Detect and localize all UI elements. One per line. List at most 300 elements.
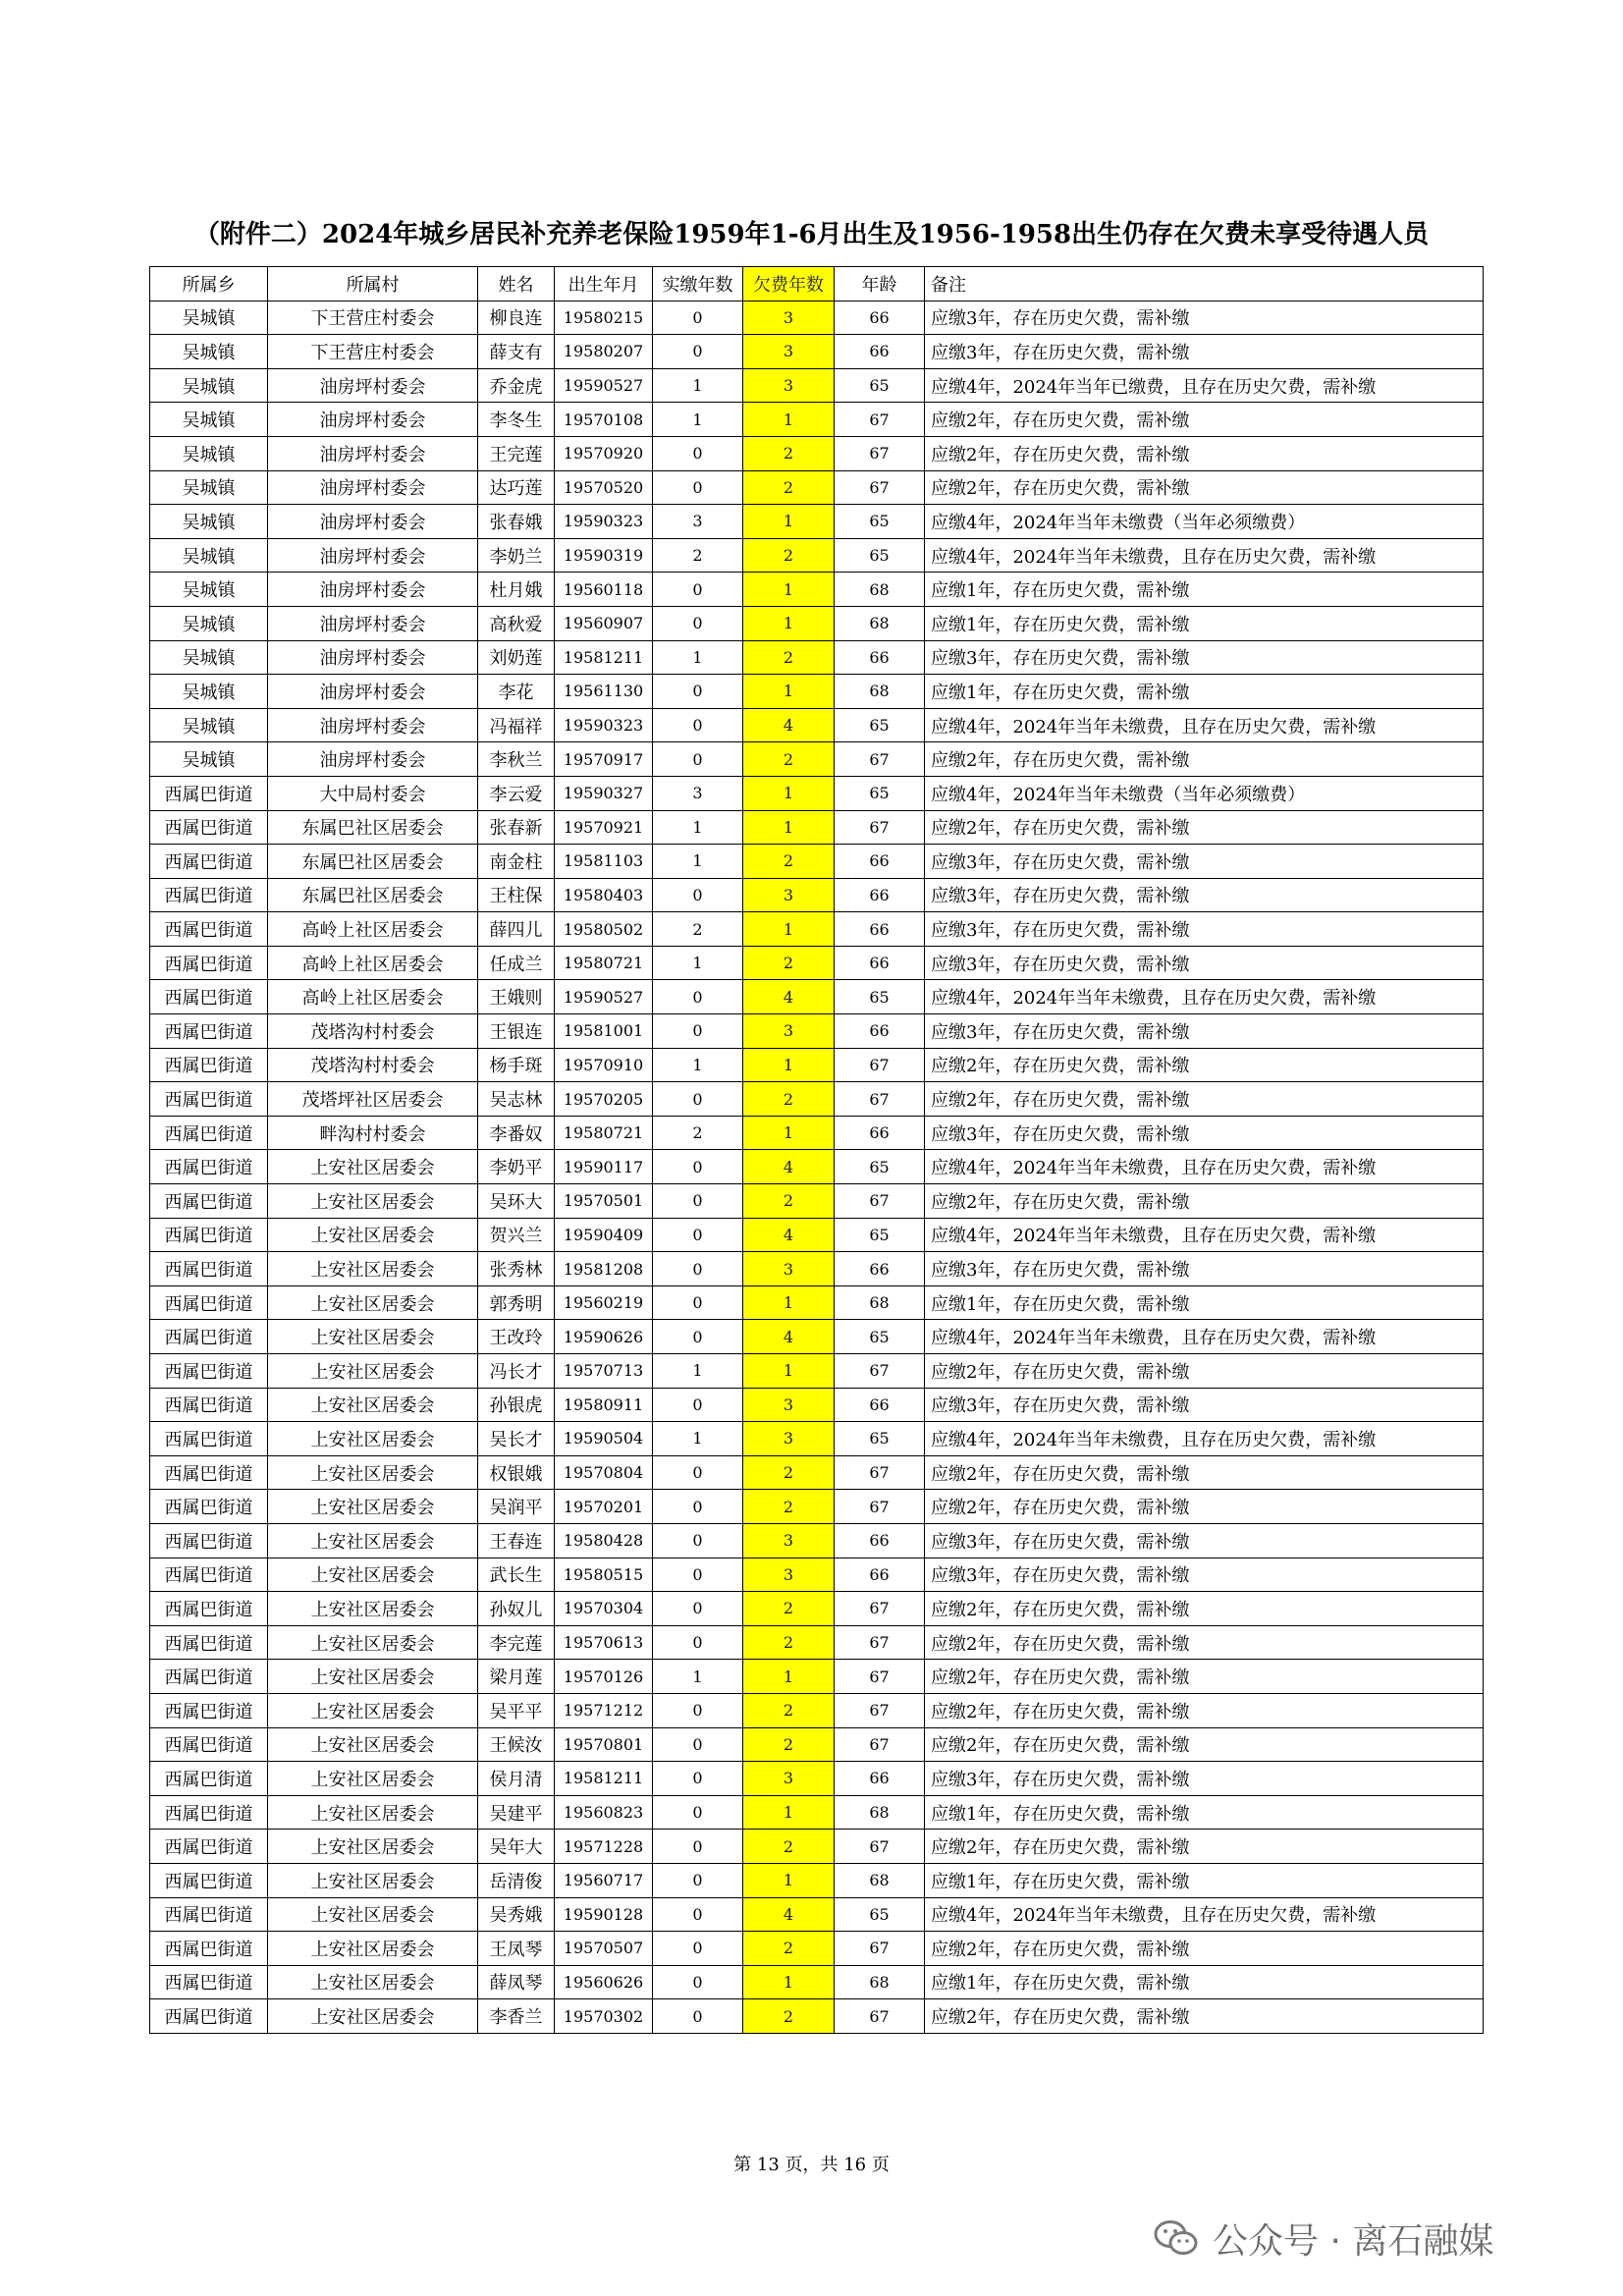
age-cell: 68 (835, 1795, 925, 1830)
name-cell: 李奶兰 (478, 538, 555, 573)
township-cell: 西属巴街道 (150, 1150, 268, 1184)
owed-years-cell: 2 (743, 470, 835, 505)
remarks-cell: 应缴4年，2024年当年未缴费，且存在历史欠费，需补缴 (925, 1422, 1484, 1456)
age-cell: 65 (835, 1422, 925, 1456)
remarks-cell: 应缴1年，存在历史欠费，需补缴 (925, 1285, 1484, 1320)
township-cell: 西属巴街道 (150, 1354, 268, 1389)
name-cell: 王完莲 (478, 436, 555, 470)
name-cell: 李花 (478, 675, 555, 709)
name-cell: 岳清俊 (478, 1863, 555, 1897)
village-cell: 上安社区居委会 (268, 1150, 478, 1184)
birth-date-cell: 19580721 (555, 946, 653, 980)
table-row (150, 946, 1484, 980)
paid-years-cell: 0 (653, 878, 743, 912)
birth-date-cell: 19571212 (555, 1693, 653, 1727)
remarks-cell: 应缴2年，存在历史欠费，需补缴 (925, 810, 1484, 845)
owed-years-cell: 4 (743, 980, 835, 1014)
village-cell: 上安社区居委会 (268, 1422, 478, 1456)
name-cell: 李奶平 (478, 1150, 555, 1184)
remarks-cell: 应缴4年，2024年当年已缴费，且存在历史欠费，需补缴 (925, 368, 1484, 403)
table-row (150, 505, 1484, 539)
owed-years-cell: 3 (743, 1422, 835, 1456)
township-cell: 吴城镇 (150, 301, 268, 335)
village-cell: 东属巴社区居委会 (268, 845, 478, 879)
remarks-cell: 应缴2年，存在历史欠费，需补缴 (925, 1184, 1484, 1219)
table-row (150, 1422, 1484, 1456)
birth-date-cell: 19581208 (555, 1252, 653, 1286)
remarks-cell: 应缴3年，存在历史欠费，需补缴 (925, 335, 1484, 369)
name-cell: 吴润平 (478, 1490, 555, 1524)
watermark-text: 公众号 · 离石融媒 (1213, 2220, 1494, 2262)
remarks-cell: 应缴2年，存在历史欠费，需补缴 (925, 742, 1484, 777)
birth-date-cell: 19570804 (555, 1455, 653, 1490)
birth-date-cell: 19570713 (555, 1354, 653, 1389)
township-cell: 西属巴街道 (150, 1897, 268, 1932)
age-cell: 65 (835, 708, 925, 742)
birth-date-cell: 19590319 (555, 538, 653, 573)
age-cell: 65 (835, 1218, 925, 1252)
remarks-cell: 应缴2年，存在历史欠费，需补缴 (925, 1693, 1484, 1727)
table-row (150, 912, 1484, 947)
table-row (150, 1048, 1484, 1082)
township-cell: 西属巴街道 (150, 1592, 268, 1626)
birth-date-cell: 19580403 (555, 878, 653, 912)
birth-date-cell: 19571228 (555, 1830, 653, 1864)
table-row (150, 1830, 1484, 1864)
village-cell: 上安社区居委会 (268, 1830, 478, 1864)
owed-years-cell: 3 (743, 1558, 835, 1592)
birth-date-cell: 19590323 (555, 505, 653, 539)
village-cell: 上安社区居委会 (268, 1218, 478, 1252)
age-cell: 67 (835, 742, 925, 777)
paid-years-cell: 0 (653, 1897, 743, 1932)
village-cell: 大中局村委会 (268, 776, 478, 810)
age-cell: 67 (835, 1727, 925, 1762)
township-cell: 西属巴街道 (150, 946, 268, 980)
birth-date-cell: 19590527 (555, 980, 653, 1014)
village-cell: 油房坪村委会 (268, 573, 478, 607)
birth-date-cell: 19590527 (555, 368, 653, 403)
owed-years-cell: 2 (743, 1932, 835, 1966)
age-cell: 66 (835, 878, 925, 912)
paid-years-cell: 0 (653, 1252, 743, 1286)
township-cell: 西属巴街道 (150, 1218, 268, 1252)
birth-date-cell: 19560626 (555, 1965, 653, 1999)
wechat-icon (1154, 2218, 1199, 2258)
birth-date-cell: 19570910 (555, 1048, 653, 1082)
paid-years-cell: 0 (653, 1082, 743, 1117)
village-cell: 油房坪村委会 (268, 675, 478, 709)
birth-date-cell: 19580428 (555, 1523, 653, 1558)
owed-years-cell: 3 (743, 1523, 835, 1558)
age-cell: 67 (835, 1999, 925, 2034)
township-cell: 西属巴街道 (150, 1048, 268, 1082)
paid-years-cell: 0 (653, 1558, 743, 1592)
village-cell: 油房坪村委会 (268, 708, 478, 742)
table-row (150, 1660, 1484, 1694)
owed-years-cell: 4 (743, 1150, 835, 1184)
remarks-cell: 应缴4年，2024年当年未缴费（当年必须缴费） (925, 776, 1484, 810)
owed-years-cell: 3 (743, 1014, 835, 1049)
remarks-cell: 应缴2年，存在历史欠费，需补缴 (925, 1830, 1484, 1864)
age-cell: 65 (835, 1897, 925, 1932)
paid-years-cell: 1 (653, 1660, 743, 1694)
birth-date-cell: 19590128 (555, 1897, 653, 1932)
owed-years-cell: 4 (743, 1897, 835, 1932)
owed-years-cell: 2 (743, 742, 835, 777)
owed-years-cell: 1 (743, 1048, 835, 1082)
table-row (150, 436, 1484, 470)
owed-years-cell: 1 (743, 810, 835, 845)
birth-date-cell: 19581211 (555, 640, 653, 675)
village-cell: 上安社区居委会 (268, 1285, 478, 1320)
age-cell: 66 (835, 335, 925, 369)
table-row (150, 1558, 1484, 1592)
township-cell: 西属巴街道 (150, 980, 268, 1014)
remarks-cell: 应缴2年，存在历史欠费，需补缴 (925, 1727, 1484, 1762)
age-cell: 65 (835, 1320, 925, 1354)
paid-years-cell: 0 (653, 1932, 743, 1966)
owed-years-cell: 2 (743, 640, 835, 675)
paid-years-cell: 2 (653, 912, 743, 947)
name-cell: 李秋兰 (478, 742, 555, 777)
age-cell: 68 (835, 606, 925, 640)
owed-years-cell: 2 (743, 1727, 835, 1762)
header-age: 年龄 (835, 267, 925, 301)
name-cell: 张春新 (478, 810, 555, 845)
birth-date-cell: 19570920 (555, 436, 653, 470)
owed-years-cell: 2 (743, 1625, 835, 1660)
village-cell: 下王营庄村委会 (268, 301, 478, 335)
table-row (150, 1863, 1484, 1897)
village-cell: 东属巴社区居委会 (268, 878, 478, 912)
village-cell: 上安社区居委会 (268, 1660, 478, 1694)
birth-date-cell: 19560907 (555, 606, 653, 640)
birth-date-cell: 19570201 (555, 1490, 653, 1524)
birth-date-cell: 19570126 (555, 1660, 653, 1694)
owed-years-cell: 2 (743, 1592, 835, 1626)
age-cell: 67 (835, 1490, 925, 1524)
remarks-cell: 应缴2年，存在历史欠费，需补缴 (925, 403, 1484, 437)
paid-years-cell: 2 (653, 538, 743, 573)
paid-years-cell: 0 (653, 1455, 743, 1490)
header-name: 姓名 (478, 267, 555, 301)
table-row (150, 1693, 1484, 1727)
arrears-table (149, 266, 1484, 2034)
paid-years-cell: 0 (653, 1727, 743, 1762)
owed-years-cell: 2 (743, 1830, 835, 1864)
township-cell: 西属巴街道 (150, 1116, 268, 1150)
age-cell: 67 (835, 1455, 925, 1490)
township-cell: 吴城镇 (150, 708, 268, 742)
table-row (150, 1150, 1484, 1184)
table-row (150, 1727, 1484, 1762)
remarks-cell: 应缴2年，存在历史欠费，需补缴 (925, 1490, 1484, 1524)
owed-years-cell: 3 (743, 878, 835, 912)
village-cell: 上安社区居委会 (268, 1999, 478, 2034)
name-cell: 薛四儿 (478, 912, 555, 947)
age-cell: 67 (835, 1354, 925, 1389)
township-cell: 西属巴街道 (150, 1523, 268, 1558)
name-cell: 冯福祥 (478, 708, 555, 742)
remarks-cell: 应缴3年，存在历史欠费，需补缴 (925, 640, 1484, 675)
village-cell: 上安社区居委会 (268, 1727, 478, 1762)
name-cell: 孙奴儿 (478, 1592, 555, 1626)
watermark (1154, 2214, 1493, 2262)
birth-date-cell: 19580207 (555, 335, 653, 369)
table-row (150, 1082, 1484, 1117)
paid-years-cell: 1 (653, 1422, 743, 1456)
birth-date-cell: 19570613 (555, 1625, 653, 1660)
table-row (150, 1116, 1484, 1150)
remarks-cell: 应缴4年，2024年当年未缴费（当年必须缴费） (925, 505, 1484, 539)
township-cell: 吴城镇 (150, 606, 268, 640)
name-cell: 贺兴兰 (478, 1218, 555, 1252)
owed-years-cell: 1 (743, 573, 835, 607)
township-cell: 西属巴街道 (150, 1082, 268, 1117)
remarks-cell: 应缴4年，2024年当年未缴费，且存在历史欠费，需补缴 (925, 1320, 1484, 1354)
table-row (150, 1014, 1484, 1049)
name-cell: 李完莲 (478, 1625, 555, 1660)
township-cell: 吴城镇 (150, 505, 268, 539)
village-cell: 油房坪村委会 (268, 640, 478, 675)
owed-years-cell: 1 (743, 1285, 835, 1320)
remarks-cell: 应缴3年，存在历史欠费，需补缴 (925, 1014, 1484, 1049)
owed-years-cell: 1 (743, 912, 835, 947)
birth-date-cell: 19560717 (555, 1863, 653, 1897)
owed-years-cell: 1 (743, 1354, 835, 1389)
table-row (150, 1795, 1484, 1830)
village-cell: 油房坪村委会 (268, 470, 478, 505)
age-cell: 67 (835, 1184, 925, 1219)
village-cell: 茂塔沟村村委会 (268, 1048, 478, 1082)
paid-years-cell: 0 (653, 980, 743, 1014)
table-row (150, 1897, 1484, 1932)
table-row (150, 403, 1484, 437)
township-cell: 西属巴街道 (150, 1184, 268, 1219)
owed-years-cell: 2 (743, 1490, 835, 1524)
age-cell: 67 (835, 1660, 925, 1694)
remarks-cell: 应缴3年，存在历史欠费，需补缴 (925, 1116, 1484, 1150)
birth-date-cell: 19570302 (555, 1999, 653, 2034)
village-cell: 上安社区居委会 (268, 1863, 478, 1897)
township-cell: 吴城镇 (150, 368, 268, 403)
village-cell: 高岭上社区居委会 (268, 980, 478, 1014)
township-cell: 吴城镇 (150, 742, 268, 777)
age-cell: 68 (835, 1965, 925, 1999)
table-row (150, 1184, 1484, 1219)
name-cell: 王柱保 (478, 878, 555, 912)
birth-date-cell: 19590504 (555, 1422, 653, 1456)
township-cell: 吴城镇 (150, 675, 268, 709)
township-cell: 西属巴街道 (150, 1863, 268, 1897)
paid-years-cell: 1 (653, 1354, 743, 1389)
birth-date-cell: 19570507 (555, 1932, 653, 1966)
age-cell: 66 (835, 912, 925, 947)
township-cell: 西属巴街道 (150, 1320, 268, 1354)
owed-years-cell: 3 (743, 368, 835, 403)
table-header-row (150, 267, 1484, 301)
village-cell: 上安社区居委会 (268, 1252, 478, 1286)
village-cell: 上安社区居委会 (268, 1965, 478, 1999)
table-row (150, 776, 1484, 810)
age-cell: 65 (835, 505, 925, 539)
table-body (150, 301, 1484, 2033)
owed-years-cell: 2 (743, 1082, 835, 1117)
table-row (150, 1762, 1484, 1796)
paid-years-cell: 2 (653, 1116, 743, 1150)
age-cell: 65 (835, 1150, 925, 1184)
village-cell: 上安社区居委会 (268, 1354, 478, 1389)
table-row (150, 1490, 1484, 1524)
village-cell: 油房坪村委会 (268, 742, 478, 777)
owed-years-cell: 3 (743, 1388, 835, 1422)
paid-years-cell: 0 (653, 1830, 743, 1864)
name-cell: 郭秀明 (478, 1285, 555, 1320)
birth-date-cell: 19580515 (555, 1558, 653, 1592)
birth-date-cell: 19590117 (555, 1150, 653, 1184)
village-cell: 上安社区居委会 (268, 1762, 478, 1796)
paid-years-cell: 0 (653, 1523, 743, 1558)
paid-years-cell: 0 (653, 335, 743, 369)
age-cell: 67 (835, 1830, 925, 1864)
paid-years-cell: 0 (653, 1320, 743, 1354)
paid-years-cell: 1 (653, 368, 743, 403)
name-cell: 杨手斑 (478, 1048, 555, 1082)
name-cell: 薛支有 (478, 335, 555, 369)
table-row (150, 675, 1484, 709)
document-title: （附件二）2024年城乡居民补充养老保险1959年1-6月出生及1956-1958出生仍存在欠费未享受待遇人员 (193, 220, 1430, 249)
birth-date-cell: 19590409 (555, 1218, 653, 1252)
age-cell: 68 (835, 573, 925, 607)
village-cell: 油房坪村委会 (268, 538, 478, 573)
name-cell: 达巧莲 (478, 470, 555, 505)
age-cell: 67 (835, 470, 925, 505)
owed-years-cell: 1 (743, 1116, 835, 1150)
paid-years-cell: 0 (653, 1693, 743, 1727)
remarks-cell: 应缴4年，2024年当年未缴费，且存在历史欠费，需补缴 (925, 538, 1484, 573)
village-cell: 上安社区居委会 (268, 1388, 478, 1422)
village-cell: 上安社区居委会 (268, 1558, 478, 1592)
remarks-cell: 应缴2年，存在历史欠费，需补缴 (925, 1660, 1484, 1694)
age-cell: 66 (835, 946, 925, 980)
paid-years-cell: 0 (653, 1218, 743, 1252)
remarks-cell: 应缴2年，存在历史欠费，需补缴 (925, 1455, 1484, 1490)
age-cell: 67 (835, 1082, 925, 1117)
birth-date-cell: 19590323 (555, 708, 653, 742)
age-cell: 66 (835, 640, 925, 675)
header-owed-years: 欠费年数 (743, 267, 835, 301)
name-cell: 李冬生 (478, 403, 555, 437)
remarks-cell: 应缴1年，存在历史欠费，需补缴 (925, 606, 1484, 640)
table-row (150, 301, 1484, 335)
table-row (150, 1455, 1484, 1490)
header-township: 所属乡 (150, 267, 268, 301)
table-row (150, 335, 1484, 369)
paid-years-cell: 0 (653, 573, 743, 607)
remarks-cell: 应缴3年，存在历史欠费，需补缴 (925, 912, 1484, 947)
paid-years-cell: 0 (653, 1014, 743, 1049)
table-row (150, 742, 1484, 777)
remarks-cell: 应缴3年，存在历史欠费，需补缴 (925, 1252, 1484, 1286)
birth-date-cell: 19560219 (555, 1285, 653, 1320)
name-cell: 王春连 (478, 1523, 555, 1558)
table-row (150, 606, 1484, 640)
name-cell: 李香兰 (478, 1999, 555, 2034)
age-cell: 65 (835, 980, 925, 1014)
age-cell: 66 (835, 1762, 925, 1796)
township-cell: 西属巴街道 (150, 1727, 268, 1762)
age-cell: 66 (835, 1523, 925, 1558)
owed-years-cell: 1 (743, 1965, 835, 1999)
township-cell: 西属巴街道 (150, 1422, 268, 1456)
paid-years-cell: 0 (653, 1388, 743, 1422)
paid-years-cell: 0 (653, 470, 743, 505)
remarks-cell: 应缴3年，存在历史欠费，需补缴 (925, 1523, 1484, 1558)
paid-years-cell: 3 (653, 505, 743, 539)
birth-date-cell: 19570520 (555, 470, 653, 505)
village-cell: 上安社区居委会 (268, 1625, 478, 1660)
remarks-cell: 应缴3年，存在历史欠费，需补缴 (925, 845, 1484, 879)
name-cell: 吴环大 (478, 1184, 555, 1219)
header-village: 所属村 (268, 267, 478, 301)
name-cell: 吴志林 (478, 1082, 555, 1117)
paid-years-cell: 0 (653, 1592, 743, 1626)
remarks-cell: 应缴1年，存在历史欠费，需补缴 (925, 1965, 1484, 1999)
table-row (150, 538, 1484, 573)
remarks-cell: 应缴2年，存在历史欠费，需补缴 (925, 436, 1484, 470)
age-cell: 66 (835, 1388, 925, 1422)
table-row (150, 1965, 1484, 1999)
village-cell: 高岭上社区居委会 (268, 946, 478, 980)
remarks-cell: 应缴2年，存在历史欠费，需补缴 (925, 1625, 1484, 1660)
paid-years-cell: 0 (653, 1184, 743, 1219)
header-birth-date: 出生年月 (555, 267, 653, 301)
remarks-cell: 应缴2年，存在历史欠费，需补缴 (925, 1999, 1484, 2034)
age-cell: 65 (835, 776, 925, 810)
township-cell: 西属巴街道 (150, 912, 268, 947)
township-cell: 西属巴街道 (150, 1490, 268, 1524)
remarks-cell: 应缴2年，存在历史欠费，需补缴 (925, 1932, 1484, 1966)
header-paid-years: 实缴年数 (653, 267, 743, 301)
name-cell: 吴年大 (478, 1830, 555, 1864)
birth-date-cell: 19570501 (555, 1184, 653, 1219)
paid-years-cell: 0 (653, 708, 743, 742)
age-cell: 68 (835, 675, 925, 709)
age-cell: 67 (835, 810, 925, 845)
birth-date-cell: 19560823 (555, 1795, 653, 1830)
remarks-cell: 应缴1年，存在历史欠费，需补缴 (925, 573, 1484, 607)
village-cell: 上安社区居委会 (268, 1932, 478, 1966)
township-cell: 吴城镇 (150, 538, 268, 573)
name-cell: 王候汝 (478, 1727, 555, 1762)
township-cell: 西属巴街道 (150, 1762, 268, 1796)
village-cell: 上安社区居委会 (268, 1455, 478, 1490)
township-cell: 西属巴街道 (150, 810, 268, 845)
birth-date-cell: 19580911 (555, 1388, 653, 1422)
age-cell: 67 (835, 1625, 925, 1660)
owed-years-cell: 2 (743, 845, 835, 879)
table-row (150, 1523, 1484, 1558)
name-cell: 张秀林 (478, 1252, 555, 1286)
age-cell: 65 (835, 538, 925, 573)
name-cell: 李云爱 (478, 776, 555, 810)
village-cell: 上安社区居委会 (268, 1320, 478, 1354)
owed-years-cell: 2 (743, 1184, 835, 1219)
remarks-cell: 应缴4年，2024年当年未缴费，且存在历史欠费，需补缴 (925, 708, 1484, 742)
birth-date-cell: 19580215 (555, 301, 653, 335)
township-cell: 西属巴街道 (150, 776, 268, 810)
